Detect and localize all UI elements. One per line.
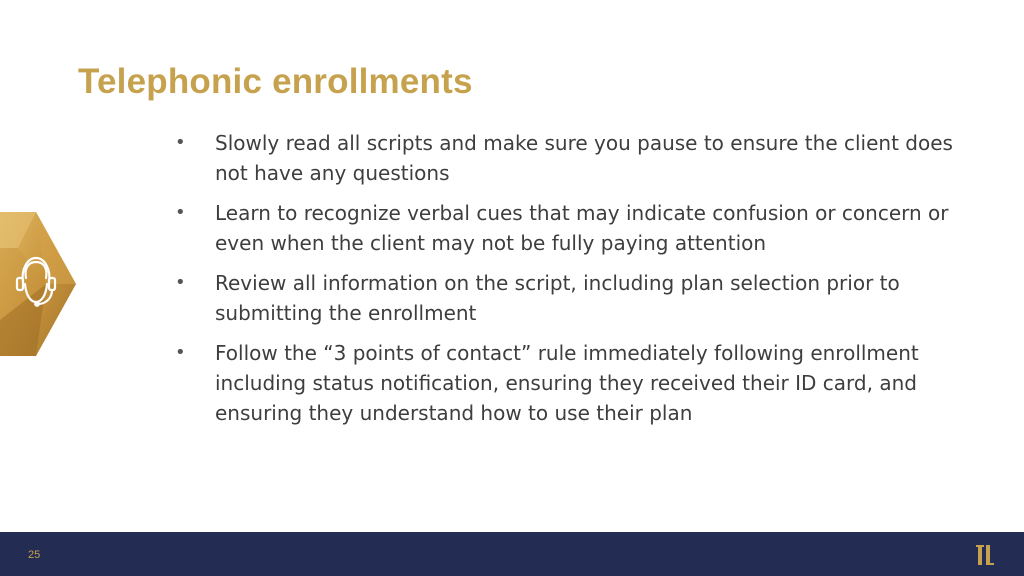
bullet-text: Follow the “3 points of contact” rule immediately following enrollment including status notification, ensuring they received their ID card, and ensuring they understand how to use their plan [215,341,919,425]
bullet-text: Review all information on the script, including plan selection prior to submitting the enrollment [215,271,900,325]
brand-logo-icon [974,543,996,567]
headset-agent-icon [0,212,76,356]
bullet-text: Learn to recognize verbal cues that may indicate confusion or concern or even when the client may not be fully paying attention [215,201,949,255]
bullet-text: Slowly read all scripts and make sure you pause to ensure the client does not have any questions [215,131,953,185]
bullet-dot: • [175,202,186,223]
bullet-dot: • [175,272,186,293]
slide-title: Telephonic enrollments [78,62,473,101]
bullet-item [175,198,975,258]
bullet-list [175,128,975,438]
footer-bar [0,532,1024,576]
page-number: 25 [28,549,41,561]
bullet-dot: • [175,342,186,363]
bullet-item [175,128,975,188]
bullet-item [175,338,975,428]
bullet-item [175,268,975,328]
bullet-dot: • [175,132,186,153]
